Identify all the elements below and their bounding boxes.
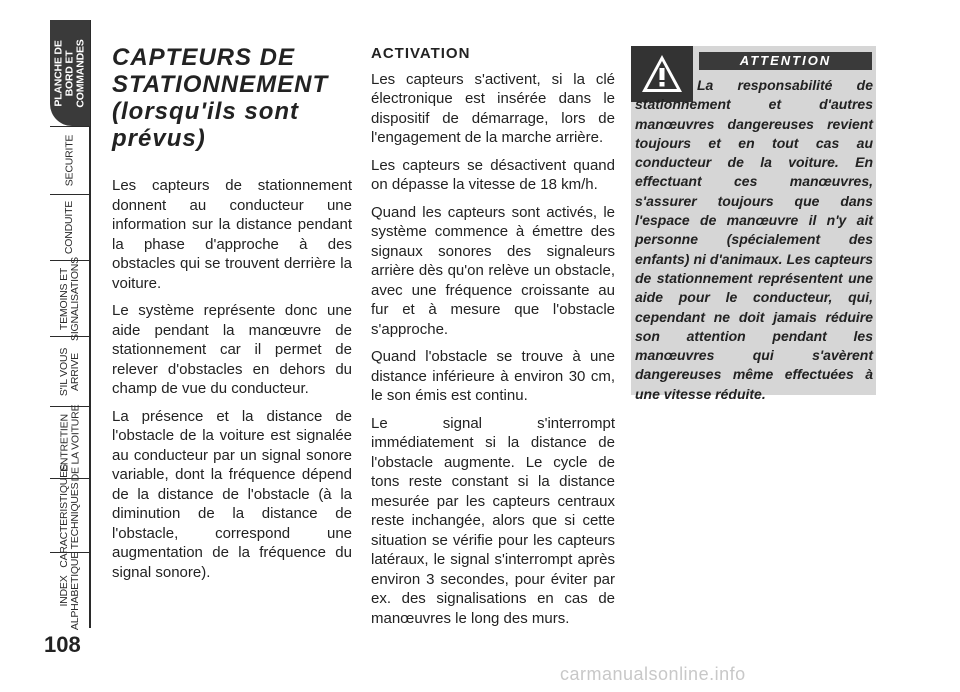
warning-banner: ATTENTION — [699, 52, 872, 70]
paragraph: Les capteurs de stationnement donnent au conducteur une information sur la distance pendant la phase d'approche à des obstacles qui se trouvent derrière la voiture. — [112, 177, 352, 292]
warning-box — [631, 46, 876, 402]
paragraph: Le système représente donc une aide pendant la manœuvre de stationnement car il permet de relever d'obstacles en dehors du champ de vue du conducteur. — [112, 302, 352, 397]
column-activation — [371, 44, 615, 636]
paragraph: Quand les capteurs sont activés, le système commence à émettre des signaux sonores des signaleurs arrière dès qu'on relève un obstacle, avec une fréquence croissante au fur et à mesure que l'obstacle s'approche. — [371, 203, 615, 338]
tab-label: SECURITE — [63, 134, 76, 187]
tab-securite[interactable] — [50, 126, 90, 194]
tab-label: ENTRETIEN DE LA VOITURE — [58, 404, 82, 481]
title-line: prévus) — [112, 125, 206, 152]
tab-label: S'IL VOUS ARRIVE — [58, 347, 81, 396]
tab-caracteristiques[interactable] — [50, 463, 90, 568]
title-line: (lorsqu'ils sont — [112, 98, 300, 125]
title-line: CAPTEURS DE — [112, 44, 296, 71]
tab-label: CONDUITE — [63, 200, 76, 255]
tab-label: TEMOINS ET SIGNALISATIONS — [58, 256, 82, 341]
tab-label: CARACTERISTIQUES TECHNIQUES — [58, 463, 82, 568]
section-title — [112, 44, 372, 152]
paragraph: La présence et la distance de l'obstacle de la voiture est signalée au conducteur par un signal sonore variable, dont la fréquence dépend de la distance de l'obstacle (à la diminution de la distance de l'obstacle, correspond une augmentation de la fréquence du signal sonore). — [112, 407, 352, 581]
tab-label: PLANCHE DE BORD ET COMMANDES — [52, 38, 87, 108]
tab-temoins[interactable] — [50, 256, 90, 341]
tab-index[interactable] — [50, 552, 90, 628]
chapter-sidebar — [0, 0, 92, 692]
title-line: STATIONNEMENT — [112, 71, 329, 98]
paragraph: Quand l'obstacle se trouve à une distance inférieure à environ 30 cm, le son émis est continu. — [371, 348, 615, 404]
subheading: ACTIVATION — [371, 45, 471, 62]
tab-conduite[interactable] — [50, 194, 90, 260]
watermark: carmanualsonline.info — [560, 664, 746, 684]
page-number: 108 — [44, 632, 81, 657]
paragraph: Le signal s'interrompt immédiatement si la distance de l'obstacle augmente. Le cycle de tons reste constant si la distance mesurée par les capteurs centraux reste inchangée, alors que si cette situation se vérifie pour les capteurs latéraux, le signal s'interrompt après environ 3 secondes, pour éviter par ex. des signalisations en cas de manœuvres le long des murs. — [371, 414, 615, 627]
paragraph: Les capteurs s'activent, si la clé électronique est insérée dans le dispositif de démarrage, lors de l'engagement de la marche arrière. — [371, 70, 615, 146]
tab-planche-de-bord[interactable] — [50, 20, 90, 126]
warning-text: La responsabilité de stationnement et d'autres manœuvres dangereuses revient toujours et en tout cas au conducteur de la voiture. En effectuant ces manœuvres, s'assurer toujours que dans l'espace de manœuvre il n'y ait personne (spécialement des enfants) ni d'animaux. Les capteurs de stationnement représentent une aide pour le conducteur, qui, cependant ne doit jamais réduire son attention pendant les manœuvres qui s'avèrent dangereuses même effectuées à une vitesse réduite. — [635, 77, 873, 402]
tab-label: INDEX ALPHABETIQUE — [58, 551, 81, 630]
column-intro — [112, 176, 352, 590]
tab-sil-vous-arrive[interactable] — [50, 336, 90, 406]
paragraph: Les capteurs se désactivent quand on dépasse la vitesse de 18 km/h. — [371, 156, 615, 193]
